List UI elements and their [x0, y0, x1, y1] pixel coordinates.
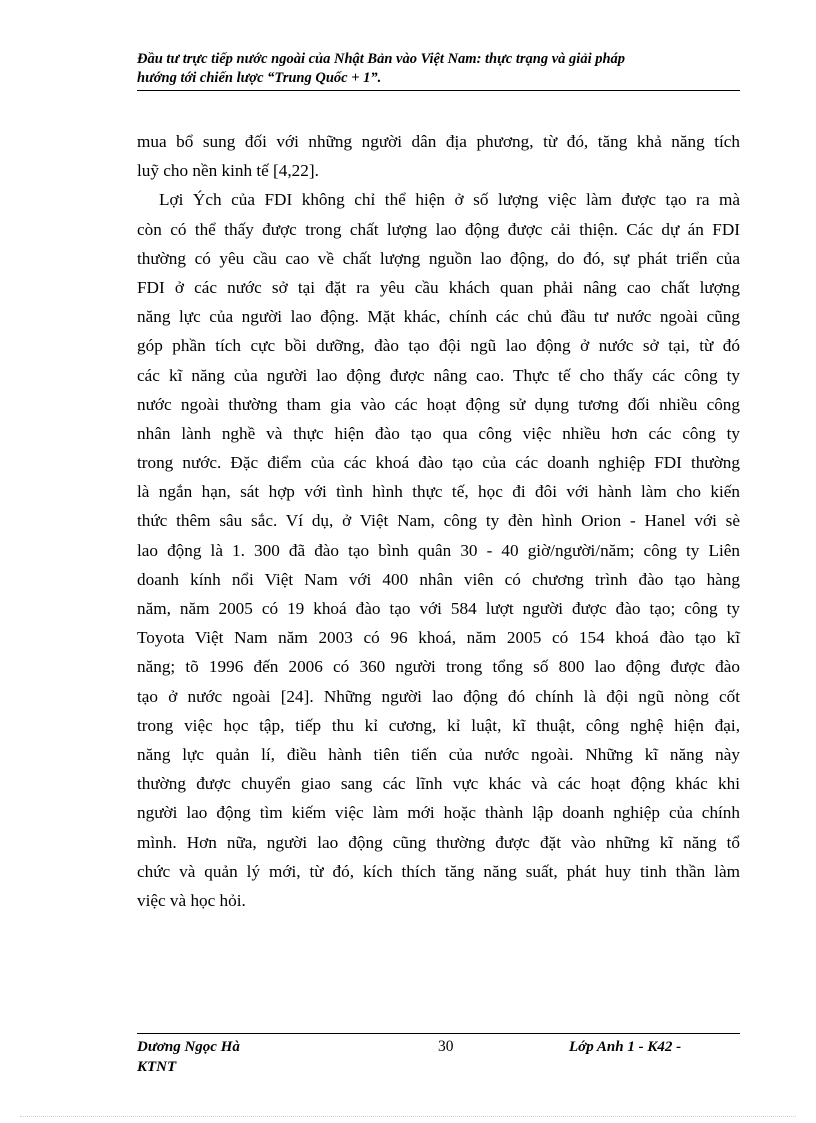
- body-line: mua bổ sung đối với những người dân địa phương, từ đó, tăng khả năng tích: [137, 132, 740, 151]
- body-line: thường có yêu cầu cao về chất lượng nguồn lao động, do đó, sự phát triển của: [137, 248, 740, 268]
- body-line: năng; tõ 1996 đến 2006 có 360 người trong tổng số 800 lao động được đào: [137, 657, 740, 677]
- body-line: là ngắn hạn, sát hợp với tình hình thực tế, học đi đôi với hành làm cho kiến: [137, 482, 740, 502]
- page-number: 30: [438, 1038, 454, 1055]
- body-line: Toyota Việt Nam năm 2003 có 96 khoá, năm 2005 có 154 khoá đào tạo kĩ: [137, 628, 740, 648]
- footer-author: [137, 1037, 240, 1077]
- body-line: lao động là 1. 300 đã đào tạo bình quân 30 - 40 giờ/người/năm; công ty Liên: [137, 540, 740, 560]
- body-line: chức và quản lý mới, từ đó, kích thích tăng năng suất, phát huy tinh thần làm: [137, 861, 740, 881]
- body-text: [137, 127, 740, 915]
- body-line: năng lực quản lí, điều hành tiên tiến của nước ngoài. Những kĩ năng này: [137, 744, 740, 764]
- body-line: FDI ở các nước sở tại đặt ra yêu cầu khách quan phải nâng cao chất lượng: [137, 277, 740, 297]
- body-line: các kĩ năng của người lao động được nâng cao. Thực tế cho thấy các công ty: [137, 365, 740, 385]
- footer-divider: [137, 1033, 740, 1034]
- body-line: thường được chuyển giao sang các lĩnh vực khác và các hoạt động khác khi: [137, 774, 740, 794]
- body-line: trong việc học tập, tiếp thu kỉ cương, kỉ luật, kĩ thuật, công nghệ hiện đại,: [137, 715, 740, 735]
- body-line: mình. Hơn nữa, người lao động cũng thường được đặt vào những kĩ năng tổ: [137, 832, 740, 852]
- body-line: thức thêm sâu sắc. Ví dụ, ở Việt Nam, công ty đèn hình Orion - Hanel với sè: [137, 511, 740, 531]
- body-line: người lao động tìm kiếm việc làm mới hoặc thành lập doanh nghiệp của chính: [137, 803, 740, 823]
- header-title-line-2: hướng tới chiến lược “Trung Quốc + 1”.: [137, 70, 382, 86]
- running-header: [137, 50, 740, 91]
- body-line: việc và học hỏi.: [137, 890, 246, 910]
- footer-author-name: Dương Ngọc Hà: [137, 1039, 240, 1055]
- header-title-line-1: Đầu tư trực tiếp nước ngoài của Nhật Bản vào Việt Nam: thực trạng và giải pháp: [137, 51, 626, 67]
- body-line: năng lực của người lao động. Mặt khác, chính các chủ đầu tư nước ngoài cũng: [137, 307, 740, 327]
- body-line: trong nước. Đặc điểm của các khoá đào tạo của các doanh nghiệp FDI thường: [137, 453, 740, 473]
- body-line: còn có thể thấy được trong chất lượng lao động được cải thiện. Các dự án FDI: [137, 219, 740, 239]
- footer-author-dept: KTNT: [137, 1059, 177, 1075]
- footer-class-label: Lớp Anh 1 - K42 -: [569, 1039, 682, 1055]
- body-line: doanh kính nổi Việt Nam với 400 nhân viên có chương trình đào tạo hàng: [137, 569, 740, 589]
- body-line: góp phần tích cực bồi dưỡng, đào tạo đội ngũ lao động ở nước sở tại, từ đó: [137, 336, 740, 356]
- body-line: nhân lành nghề và thực hiện đào tạo qua công việc nhiều hơn các công ty: [137, 423, 740, 443]
- page-bottom-edge: [20, 1116, 796, 1117]
- body-line: năm, năm 2005 có 19 khoá đào tạo với 584 lượt người được đào tạo; công ty: [137, 599, 740, 618]
- body-line: tạo ở nước ngoài [24]. Những người lao động đó chính là đội ngũ nòng cốt: [137, 686, 740, 706]
- body-line: luỹ cho nền kinh tế [4,22].: [137, 161, 319, 181]
- body-line: Lợi Ých của FDI không chỉ thể hiện ở số lượng việc làm được tạo ra mà: [159, 190, 740, 210]
- body-line: nước ngoài thường tham gia vào các hoạt động sử dụng tương đối nhiều công: [137, 394, 740, 414]
